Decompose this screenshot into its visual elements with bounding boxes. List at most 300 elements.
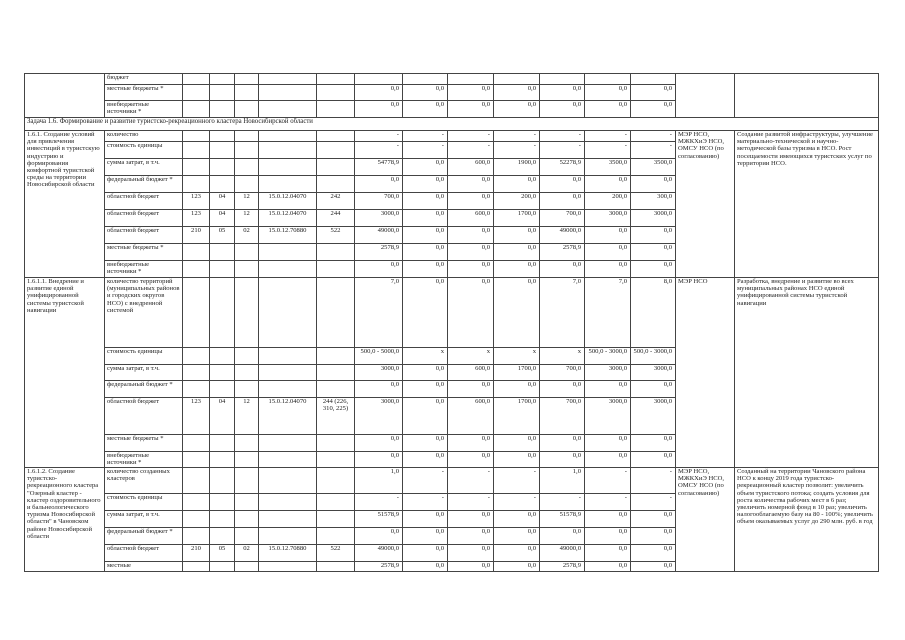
value-cell: 0,0 bbox=[494, 452, 540, 468]
value-cell: - bbox=[494, 468, 540, 494]
value-cell: 0,0 bbox=[403, 227, 448, 244]
vr-cell bbox=[317, 131, 355, 142]
rz-cell bbox=[210, 278, 235, 348]
source-cell: местные бюджеты * bbox=[105, 85, 183, 101]
value-cell: 600,0 bbox=[448, 365, 494, 381]
vr-cell bbox=[317, 159, 355, 176]
value-cell: - bbox=[540, 494, 585, 511]
value-cell: - bbox=[631, 142, 676, 159]
value-cell: 0,0 bbox=[631, 381, 676, 398]
value-cell: 0,0 bbox=[585, 528, 631, 545]
rz-cell bbox=[210, 511, 235, 528]
vr-cell bbox=[317, 176, 355, 193]
value-cell: 0,0 bbox=[585, 435, 631, 452]
value-cell: 0,0 bbox=[631, 227, 676, 244]
pr-cell: 02 bbox=[235, 227, 259, 244]
indicator-cell: областной бюджет bbox=[105, 545, 183, 562]
value-cell: 3000,0 bbox=[631, 398, 676, 435]
value-cell: 0,0 bbox=[403, 511, 448, 528]
value-cell: 0,0 bbox=[494, 381, 540, 398]
indicator-cell: областной бюджет bbox=[105, 210, 183, 227]
pr-cell bbox=[235, 261, 259, 278]
value-cell bbox=[540, 74, 585, 85]
grbs-cell bbox=[183, 176, 210, 193]
value-cell: 3500,0 bbox=[631, 159, 676, 176]
pr-cell bbox=[235, 176, 259, 193]
value-cell: 51578,9 bbox=[540, 511, 585, 528]
rz-cell: 04 bbox=[210, 398, 235, 435]
grbs-cell bbox=[183, 142, 210, 159]
csr-cell bbox=[259, 381, 317, 398]
value-cell: 0,0 bbox=[403, 528, 448, 545]
code-cell bbox=[183, 74, 210, 85]
grbs-cell bbox=[183, 348, 210, 365]
grbs-cell bbox=[183, 468, 210, 494]
executor-cell: МЭР НСО, МЖКХиЭ НСО, ОМСУ НСО (по согласованию) bbox=[676, 468, 735, 572]
indicator-cell: областной бюджет bbox=[105, 398, 183, 435]
value-cell: 0,0 bbox=[540, 261, 585, 278]
value-cell: - bbox=[494, 131, 540, 142]
value-cell: 3000,0 bbox=[355, 210, 403, 227]
budget-table bbox=[24, 73, 879, 572]
value-cell: 1700,0 bbox=[494, 398, 540, 435]
value-cell bbox=[585, 74, 631, 85]
indicator-cell: местные bbox=[105, 562, 183, 572]
pr-cell bbox=[235, 468, 259, 494]
csr-cell: 15.0.12.70880 bbox=[259, 545, 317, 562]
csr-cell bbox=[259, 348, 317, 365]
result-cell: Созданный на территории Чановского района НСО к концу 2019 года туристско-рекреационный кластер позволит: увеличить объем туристского потока; создать условия для роста количества рабочих мест в 6 раз; увеличить номерной фонд в 10 раз; увеличить налогооблагаемую базу на 80 - 100%; увеличить объем оказываемых услуг до 290 млн. руб. в год bbox=[735, 468, 879, 572]
value-cell: 0,0 bbox=[403, 159, 448, 176]
value-cell: 0,0 bbox=[403, 101, 448, 118]
value-cell: 0,0 bbox=[631, 261, 676, 278]
value-cell: 49000,0 bbox=[540, 545, 585, 562]
rz-cell: 04 bbox=[210, 210, 235, 227]
grbs-cell: 210 bbox=[183, 545, 210, 562]
source-cell: бюджет bbox=[105, 74, 183, 85]
value-cell: - bbox=[585, 142, 631, 159]
value-cell: - bbox=[403, 142, 448, 159]
value-cell: 3000,0 bbox=[585, 398, 631, 435]
csr-cell bbox=[259, 511, 317, 528]
rz-cell bbox=[210, 365, 235, 381]
value-cell: 0,0 bbox=[355, 101, 403, 118]
value-cell: - bbox=[448, 142, 494, 159]
indicator-cell: областной бюджет bbox=[105, 193, 183, 210]
vr-cell bbox=[317, 435, 355, 452]
table-row bbox=[25, 74, 879, 85]
grbs-cell bbox=[183, 278, 210, 348]
csr-cell bbox=[259, 131, 317, 142]
value-cell: 0,0 bbox=[494, 528, 540, 545]
task-row bbox=[25, 118, 879, 131]
value-cell: - bbox=[540, 142, 585, 159]
value-cell: 0,0 bbox=[540, 101, 585, 118]
activity-name: 1.6.1. Создание условий для привлечения инвестиций в туристскую индустрию и формирования комфортной туристской среды на территории Новосибирской области bbox=[25, 131, 105, 278]
pr-cell bbox=[235, 452, 259, 468]
value-cell: 0,0 bbox=[355, 176, 403, 193]
grbs-cell bbox=[183, 452, 210, 468]
value-cell: 0,0 bbox=[448, 101, 494, 118]
value-cell: 200,0 bbox=[494, 193, 540, 210]
vr-cell bbox=[317, 511, 355, 528]
value-cell: 8,0 bbox=[631, 278, 676, 348]
value-cell: 0,0 bbox=[448, 562, 494, 572]
code-cell bbox=[210, 101, 235, 118]
value-cell: 51578,9 bbox=[355, 511, 403, 528]
value-cell: 0,0 bbox=[448, 193, 494, 210]
grbs-cell bbox=[183, 435, 210, 452]
value-cell: 0,0 bbox=[494, 511, 540, 528]
value-cell: 500,0 - 3000,0 bbox=[631, 348, 676, 365]
value-cell: 0,0 bbox=[540, 193, 585, 210]
value-cell: 7,0 bbox=[540, 278, 585, 348]
value-cell: 0,0 bbox=[494, 85, 540, 101]
value-cell: 0,0 bbox=[355, 85, 403, 101]
value-cell: 0,0 bbox=[403, 381, 448, 398]
value-cell: 0,0 bbox=[540, 85, 585, 101]
csr-cell bbox=[259, 244, 317, 261]
vr-cell bbox=[317, 494, 355, 511]
value-cell: 0,0 bbox=[494, 101, 540, 118]
task-title: Задача 1.6. Формирование и развитие туристско-рекреационного кластера Новосибирской области bbox=[25, 118, 879, 131]
grbs-cell bbox=[183, 159, 210, 176]
value-cell bbox=[448, 74, 494, 85]
value-cell: 3500,0 bbox=[585, 159, 631, 176]
vr-cell: 244 (226, 310, 225) bbox=[317, 398, 355, 435]
value-cell: 0,0 bbox=[448, 452, 494, 468]
code-cell bbox=[317, 85, 355, 101]
value-cell: 0,0 bbox=[494, 176, 540, 193]
value-cell: 0,0 bbox=[403, 562, 448, 572]
executor-cell: МЭР НСО, МЖКХиЭ НСО, ОМСУ НСО (по согласованию) bbox=[676, 131, 735, 278]
value-cell: - bbox=[355, 142, 403, 159]
csr-cell bbox=[259, 278, 317, 348]
activity-name: 1.6.1.2. Создание туристско-рекреационного кластера "Озерный кластер - кластер оздоровительного и бальнеологического туризма Новосибирской области" в Чановском районе Новосибирской области bbox=[25, 468, 105, 572]
value-cell bbox=[631, 74, 676, 85]
value-cell: 0,0 bbox=[494, 545, 540, 562]
value-cell: 7,0 bbox=[585, 278, 631, 348]
result-cell: Разработка, внедрение и развитие во всех муниципальных районах НСО единой унифицированной системы туристской навигации bbox=[735, 278, 879, 468]
value-cell: 0,0 bbox=[448, 435, 494, 452]
value-cell: 600,0 bbox=[448, 159, 494, 176]
vr-cell bbox=[317, 452, 355, 468]
value-cell: 700,0 bbox=[355, 193, 403, 210]
value-cell: 0,0 bbox=[355, 261, 403, 278]
pr-cell bbox=[235, 278, 259, 348]
grbs-cell bbox=[183, 261, 210, 278]
rz-cell bbox=[210, 528, 235, 545]
value-cell: 3000,0 bbox=[631, 365, 676, 381]
value-cell: 2578,9 bbox=[540, 244, 585, 261]
value-cell: - bbox=[585, 494, 631, 511]
value-cell: 52278,9 bbox=[540, 159, 585, 176]
result-cell bbox=[735, 74, 879, 118]
value-cell: - bbox=[448, 131, 494, 142]
vr-cell bbox=[317, 261, 355, 278]
pr-cell bbox=[235, 528, 259, 545]
value-cell: 2578,9 bbox=[540, 562, 585, 572]
vr-cell bbox=[317, 278, 355, 348]
pr-cell: 02 bbox=[235, 545, 259, 562]
indicator-cell: местные бюджеты * bbox=[105, 244, 183, 261]
value-cell: 0,0 bbox=[540, 528, 585, 545]
pr-cell bbox=[235, 244, 259, 261]
value-cell: - bbox=[585, 468, 631, 494]
activity-name: 1.6.1.1. Внедрение и развитие единой унифицированной системы туристской навигации bbox=[25, 278, 105, 468]
value-cell: 700,0 bbox=[540, 210, 585, 227]
table-row bbox=[25, 131, 879, 142]
pr-cell bbox=[235, 365, 259, 381]
indicator-cell: федеральный бюджет * bbox=[105, 176, 183, 193]
rz-cell: 04 bbox=[210, 193, 235, 210]
rz-cell: 05 bbox=[210, 545, 235, 562]
grbs-cell bbox=[183, 381, 210, 398]
source-cell: внебюджетные источники * bbox=[105, 101, 183, 118]
value-cell: 600,0 bbox=[448, 398, 494, 435]
csr-cell: 15.0.12.04070 bbox=[259, 210, 317, 227]
value-cell: 0,0 bbox=[631, 244, 676, 261]
value-cell: 0,0 bbox=[631, 101, 676, 118]
name-cell bbox=[25, 74, 105, 118]
value-cell: 0,0 bbox=[494, 435, 540, 452]
rz-cell bbox=[210, 435, 235, 452]
value-cell: 0,0 bbox=[355, 381, 403, 398]
code-cell bbox=[259, 74, 317, 85]
value-cell: 0,0 bbox=[403, 176, 448, 193]
vr-cell bbox=[317, 562, 355, 572]
value-cell: - bbox=[631, 468, 676, 494]
value-cell: 0,0 bbox=[585, 562, 631, 572]
indicator-cell: количество bbox=[105, 131, 183, 142]
budget-table-page bbox=[24, 73, 878, 572]
rz-cell bbox=[210, 176, 235, 193]
value-cell: x bbox=[403, 348, 448, 365]
pr-cell bbox=[235, 142, 259, 159]
value-cell bbox=[494, 74, 540, 85]
value-cell: 0,0 bbox=[585, 101, 631, 118]
csr-cell: 15.0.12.70880 bbox=[259, 227, 317, 244]
value-cell: 7,0 bbox=[355, 278, 403, 348]
value-cell: 0,0 bbox=[403, 244, 448, 261]
indicator-cell: сумма затрат, в т.ч. bbox=[105, 159, 183, 176]
value-cell: 0,0 bbox=[448, 176, 494, 193]
value-cell: 0,0 bbox=[403, 261, 448, 278]
csr-cell bbox=[259, 562, 317, 572]
code-cell bbox=[183, 101, 210, 118]
csr-cell bbox=[259, 261, 317, 278]
value-cell: 200,0 bbox=[585, 193, 631, 210]
csr-cell: 15.0.12.04070 bbox=[259, 398, 317, 435]
code-cell bbox=[317, 74, 355, 85]
pr-cell bbox=[235, 159, 259, 176]
indicator-cell: стоимость единицы bbox=[105, 348, 183, 365]
executor-cell bbox=[676, 74, 735, 118]
pr-cell bbox=[235, 348, 259, 365]
value-cell: - bbox=[403, 468, 448, 494]
value-cell: 49000,0 bbox=[355, 227, 403, 244]
code-cell bbox=[235, 85, 259, 101]
value-cell: 0,0 bbox=[540, 176, 585, 193]
value-cell: 0,0 bbox=[585, 85, 631, 101]
grbs-cell bbox=[183, 494, 210, 511]
rz-cell bbox=[210, 452, 235, 468]
vr-cell: 522 bbox=[317, 227, 355, 244]
vr-cell: 522 bbox=[317, 545, 355, 562]
csr-cell bbox=[259, 494, 317, 511]
table-row bbox=[25, 468, 879, 494]
pr-cell: 12 bbox=[235, 210, 259, 227]
indicator-cell: сумма затрат, в т.ч. bbox=[105, 365, 183, 381]
csr-cell bbox=[259, 435, 317, 452]
indicator-cell: сумма затрат, в т.ч. bbox=[105, 511, 183, 528]
table-row bbox=[25, 278, 879, 348]
value-cell: 0,0 bbox=[448, 244, 494, 261]
pr-cell bbox=[235, 381, 259, 398]
value-cell: 0,0 bbox=[585, 381, 631, 398]
value-cell: 1700,0 bbox=[494, 365, 540, 381]
value-cell: 0,0 bbox=[494, 261, 540, 278]
value-cell: 0,0 bbox=[631, 545, 676, 562]
vr-cell bbox=[317, 468, 355, 494]
grbs-cell: 210 bbox=[183, 227, 210, 244]
value-cell: 0,0 bbox=[448, 511, 494, 528]
value-cell: 49000,0 bbox=[355, 545, 403, 562]
pr-cell bbox=[235, 494, 259, 511]
value-cell: 0,0 bbox=[540, 435, 585, 452]
value-cell: 0,0 bbox=[355, 452, 403, 468]
value-cell: 0,0 bbox=[585, 227, 631, 244]
rz-cell bbox=[210, 468, 235, 494]
value-cell: 0,0 bbox=[631, 562, 676, 572]
code-cell bbox=[235, 74, 259, 85]
value-cell: 0,0 bbox=[448, 261, 494, 278]
value-cell: - bbox=[540, 131, 585, 142]
rz-cell bbox=[210, 159, 235, 176]
pr-cell bbox=[235, 562, 259, 572]
value-cell: 1900,0 bbox=[494, 159, 540, 176]
csr-cell bbox=[259, 159, 317, 176]
vr-cell: 242 bbox=[317, 193, 355, 210]
value-cell: 0,0 bbox=[448, 85, 494, 101]
value-cell: - bbox=[448, 494, 494, 511]
value-cell: 1,0 bbox=[355, 468, 403, 494]
indicator-cell: местные бюджеты * bbox=[105, 435, 183, 452]
value-cell: 1700,0 bbox=[494, 210, 540, 227]
value-cell: x bbox=[494, 348, 540, 365]
value-cell: - bbox=[403, 131, 448, 142]
code-cell bbox=[210, 85, 235, 101]
indicator-cell: стоимость единицы bbox=[105, 142, 183, 159]
value-cell: 300,0 bbox=[631, 193, 676, 210]
rz-cell bbox=[210, 494, 235, 511]
value-cell: 500,0 - 3000,0 bbox=[585, 348, 631, 365]
value-cell: - bbox=[355, 494, 403, 511]
value-cell: 54778,9 bbox=[355, 159, 403, 176]
pr-cell bbox=[235, 435, 259, 452]
indicator-cell: количество территорий (муниципальных районов и городских округов НСО) с внедренной системой bbox=[105, 278, 183, 348]
value-cell: 0,0 bbox=[403, 398, 448, 435]
indicator-cell: количество созданных кластеров bbox=[105, 468, 183, 494]
value-cell: 0,0 bbox=[403, 365, 448, 381]
value-cell: x bbox=[540, 348, 585, 365]
value-cell: 0,0 bbox=[585, 545, 631, 562]
csr-cell bbox=[259, 528, 317, 545]
value-cell: 0,0 bbox=[403, 545, 448, 562]
value-cell: 0,0 bbox=[403, 435, 448, 452]
rz-cell bbox=[210, 348, 235, 365]
csr-cell bbox=[259, 468, 317, 494]
code-cell bbox=[183, 85, 210, 101]
value-cell: 0,0 bbox=[631, 511, 676, 528]
value-cell: 0,0 bbox=[540, 452, 585, 468]
value-cell: 0,0 bbox=[631, 435, 676, 452]
grbs-cell bbox=[183, 365, 210, 381]
value-cell bbox=[355, 74, 403, 85]
value-cell: - bbox=[494, 494, 540, 511]
grbs-cell bbox=[183, 562, 210, 572]
csr-cell bbox=[259, 452, 317, 468]
vr-cell bbox=[317, 244, 355, 261]
value-cell: - bbox=[585, 131, 631, 142]
rz-cell bbox=[210, 562, 235, 572]
value-cell: 0,0 bbox=[494, 278, 540, 348]
grbs-cell: 123 bbox=[183, 210, 210, 227]
rz-cell bbox=[210, 131, 235, 142]
grbs-cell bbox=[183, 244, 210, 261]
value-cell: 3000,0 bbox=[631, 210, 676, 227]
grbs-cell bbox=[183, 511, 210, 528]
value-cell: 500,0 - 5000,0 bbox=[355, 348, 403, 365]
value-cell: 0,0 bbox=[448, 545, 494, 562]
csr-cell bbox=[259, 365, 317, 381]
code-cell bbox=[259, 85, 317, 101]
value-cell: 0,0 bbox=[631, 528, 676, 545]
pr-cell bbox=[235, 511, 259, 528]
value-cell: 600,0 bbox=[448, 210, 494, 227]
value-cell: - bbox=[631, 494, 676, 511]
value-cell: 0,0 bbox=[403, 210, 448, 227]
rz-cell bbox=[210, 381, 235, 398]
grbs-cell bbox=[183, 131, 210, 142]
vr-cell bbox=[317, 348, 355, 365]
code-cell bbox=[210, 74, 235, 85]
value-cell: 0,0 bbox=[448, 381, 494, 398]
value-cell: 0,0 bbox=[403, 452, 448, 468]
value-cell: 0,0 bbox=[448, 227, 494, 244]
value-cell: 0,0 bbox=[631, 176, 676, 193]
value-cell: 700,0 bbox=[540, 398, 585, 435]
rz-cell bbox=[210, 261, 235, 278]
value-cell: 0,0 bbox=[631, 452, 676, 468]
value-cell: 0,0 bbox=[355, 528, 403, 545]
value-cell: 0,0 bbox=[631, 85, 676, 101]
value-cell: 0,0 bbox=[585, 261, 631, 278]
vr-cell bbox=[317, 365, 355, 381]
value-cell: 0,0 bbox=[585, 176, 631, 193]
csr-cell bbox=[259, 176, 317, 193]
value-cell: 0,0 bbox=[448, 278, 494, 348]
value-cell: 2578,9 bbox=[355, 562, 403, 572]
code-cell bbox=[317, 101, 355, 118]
value-cell: 1,0 bbox=[540, 468, 585, 494]
value-cell: 0,0 bbox=[585, 452, 631, 468]
rz-cell: 05 bbox=[210, 227, 235, 244]
vr-cell bbox=[317, 528, 355, 545]
rz-cell bbox=[210, 244, 235, 261]
value-cell: - bbox=[403, 494, 448, 511]
value-cell: 49000,0 bbox=[540, 227, 585, 244]
